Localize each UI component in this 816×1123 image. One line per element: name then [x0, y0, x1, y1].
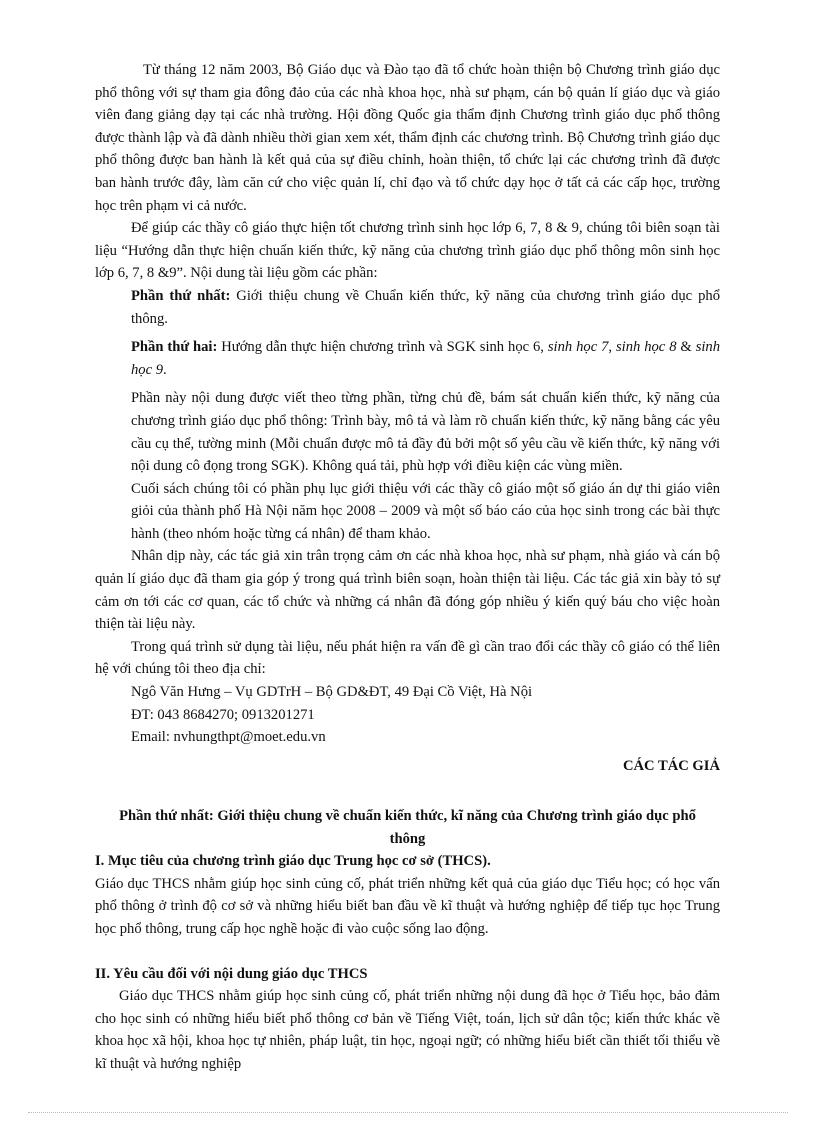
part1-section	[95, 805, 720, 1076]
contact-address: Ngô Văn Hưng – Vụ GDTrH – Bộ GD&ĐT, 49 Đại Cồ Việt, Hà Nội	[131, 684, 533, 701]
intro-paragraph-3: Phần này nội dung được viết theo từng phần, từng chủ đề, bám sát chuẩn kiến thức, kỹ năng của chương trình giáo dục phổ thông: Trình bày, mô tả và làm rõ chuẩn kiến thức, kỹ năng bằng các yêu cầu cụ thể, tường minh (Mỗi chuẩn được mô tả đầy đủ bởi một số yêu cầu về kiến thức, kỹ năng với nội dung cô đọng trong SGK). Không quá tải, phù hợp với điều kiện các vùng miền.	[131, 390, 720, 475]
part2-italic-a: sinh học 7	[547, 339, 609, 356]
section1-text: Giáo dục THCS nhằm giúp học sinh củng cố, phát triển những kết quả của giáo dục Tiểu học; có học vấn phổ thông ở trình độ cơ sở và những hiểu biết ban đầu về kĩ thuật và hướng nghiệp để tiếp tục học Trung học phổ thông, trung cấp học nghề hoặc đi vào cuộc sống lao động.	[95, 875, 720, 937]
part2-text-a: Hướng dẫn thực hiện chương trình và SGK sinh học 6,	[217, 339, 548, 356]
part2-italic-c: sinh học 9	[131, 339, 721, 378]
part2-text-c: &	[676, 339, 696, 356]
page-bottom-divider	[28, 1112, 788, 1113]
intro-paragraph-6: Trong quá trình sử dụng tài liệu, nếu phát hiện ra vấn đề gì cần trao đổi các thầy cô giáo có thể liên hệ với chúng tôi theo địa chỉ:	[95, 638, 720, 678]
intro-section	[95, 59, 720, 777]
section1-heading: I. Mục tiêu của chương trình giáo dục Trung học cơ sở (THCS).	[95, 853, 491, 870]
part2-summary	[95, 336, 720, 381]
part1-text: Giới thiệu chung về Chuẩn kiến thức, kỹ năng của chương trình giáo dục phổ thông.	[131, 287, 720, 327]
intro-paragraph-2: Để giúp các thầy cô giáo thực hiện tốt chương trình sinh học lớp 6, 7, 8 & 9, chúng tôi biên soạn tài liệu “Hướng dẫn thực hiện chuẩn kiến thức, kỹ năng của chương trình giáo dục phổ thông môn sinh học lớp 6, 7, 8 &9”. Nội dung tài liệu gồm các phần:	[95, 220, 720, 282]
intro-paragraph-5: Nhân dịp này, các tác giả xin trân trọng cảm ơn các nhà khoa học, nhà sư phạm, nhà giáo và cán bộ quản lí giáo dục đã tham gia góp ý trong quá trình biên soạn, hoàn thiện tài liệu. Các tác giả xin bày tỏ sự cảm ơn tới các cơ quan, các tổ chức và những cá nhân đã đóng góp nhiều ý kiến quý báu cho việc hoàn thiện tài liệu này.	[95, 548, 720, 633]
intro-paragraph-4: Cuối sách chúng tôi có phần phụ lục giới thiệu với các thầy cô giáo một số giáo án dự thi giáo viên giỏi của thành phố Hà Nội năm học 2008 – 2009 và một số báo cáo của học sinh trong các bài thực hành (theo nhóm hoặc từng cá nhân) để tham khảo.	[131, 480, 720, 542]
part2-italic-b: sinh học 8	[615, 339, 677, 356]
part1-label: Phần thứ nhất:	[131, 287, 231, 304]
intro-paragraph-1: Từ tháng 12 năm 2003, Bộ Giáo dục và Đào tạo đã tổ chức hoàn thiện bộ Chương trình giáo dục phổ thông với sự tham gia đông đảo của các nhà khoa học, nhà sư phạm, cán bộ quản lí giáo dục và giáo viên đang giảng dạy tại các nhà trường. Hội đồng Quốc gia thẩm định Chương trình giáo dục phổ thông được thành lập và đã dành nhiều thời gian xem xét, thẩm định các chương trình. Bộ Chương trình giáo dục phổ thông được ban hành là kết quả của sự điều chỉnh, hoàn thiện, tổ chức lại các chương trình đã được ban hành trước đây, làm căn cứ cho việc quản lí, chỉ đạo và tổ chức dạy học ở tất cả các cấp học, trường học trên phạm vi cả nước.	[95, 62, 720, 214]
section2-heading: II. Yêu cầu đối với nội dung giáo dục THCS	[95, 965, 368, 982]
section2-text: Giáo dục THCS nhằm giúp học sinh củng cố, phát triển những nội dung đã học ở Tiểu học, bảo đảm cho học sinh có những hiểu biết phổ thông cơ bản về Tiếng Việt, toán, lịch sử dân tộc; kiến thức khác về khoa học xã hội, khoa học tự nhiên, pháp luật, tin học, ngoại ngữ; có những hiểu biết cần thiết tối thiểu về kĩ thuật và hướng nghiệp	[95, 988, 720, 1072]
contact-email: Email: nvhungthpt@moet.edu.vn	[131, 729, 326, 746]
part1-summary	[95, 285, 720, 330]
part2-text-b: ,	[608, 339, 616, 356]
part2-label: Phần thứ hai:	[131, 339, 218, 356]
part2-text-d: .	[163, 361, 167, 378]
part1-title: Phần thứ nhất: Giới thiệu chung về chuẩn kiến thức, kĩ năng của Chương trình giáo dục phổ thông	[119, 808, 696, 847]
signature: CÁC TÁC GIẢ	[622, 757, 720, 774]
contact-phone: ĐT: 043 8684270; 0913201271	[131, 706, 315, 723]
